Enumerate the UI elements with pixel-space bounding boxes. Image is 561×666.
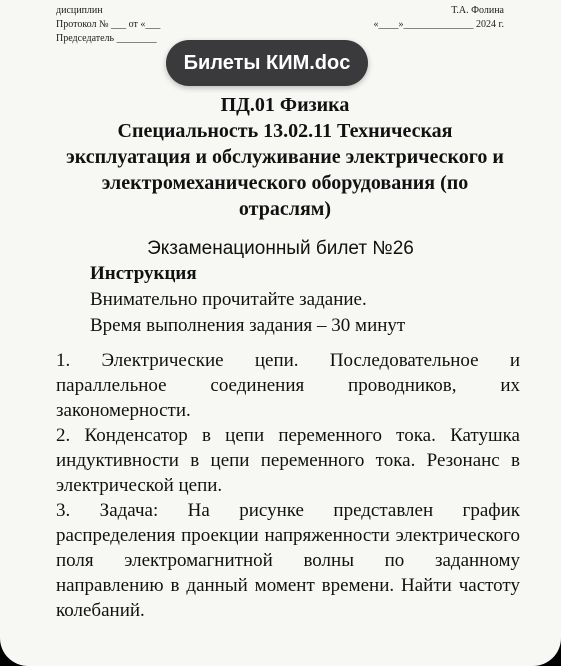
task-item-2: 2. Конденсатор в цепи переменного тока. Катушка индуктивности в цепи переменного тока. Резонанс в электрической цепи. xyxy=(56,425,520,496)
instruction-heading: Инструкция xyxy=(90,263,197,284)
header-signatory-name: Т.А. Фолина xyxy=(451,5,504,16)
instruction-line-1: Внимательно прочитайте задание. xyxy=(90,289,367,310)
header-date-text: «____»______________ 2024 г. xyxy=(373,19,504,30)
task-list xyxy=(56,348,520,623)
header-protocol-text: Протокол № ___ от «___ xyxy=(56,19,161,30)
document-title xyxy=(40,92,530,222)
header-row-1 xyxy=(56,4,516,18)
title-specialty-line-4: отраслям) xyxy=(238,198,332,220)
instruction-line-2: Время выполнения задания – 30 минут xyxy=(90,315,406,336)
title-specialty-line-2: эксплуатация и обслуживание электрического и xyxy=(66,146,504,168)
header-chairman-text: Председатель ________ xyxy=(56,33,157,44)
ticket-number: Экзаменационный билет №26 xyxy=(147,238,414,259)
instruction-block xyxy=(90,261,405,339)
header-row-2 xyxy=(56,18,516,32)
file-name-badge[interactable]: Билеты КИМ.doc xyxy=(166,40,368,86)
task-item-1: 1. Электрические цепи. Последовательное и параллельное соединения проводников, их закономерности. xyxy=(56,350,520,421)
task-item-3: 3. Задача: На рисунке представлен график распределения проекции напряженности электрического поля электромагнитной волны по заданному направлению в данный момент времени. Найти частоту колебаний. xyxy=(56,500,520,621)
title-subject: ПД.01 Физика xyxy=(220,94,350,116)
header-discipline-text: дисциплин xyxy=(56,5,103,16)
title-specialty-line-3: электромеханического оборудования (по xyxy=(101,172,469,194)
title-specialty-line-1: Специальность 13.02.11 Техническая xyxy=(117,120,453,142)
